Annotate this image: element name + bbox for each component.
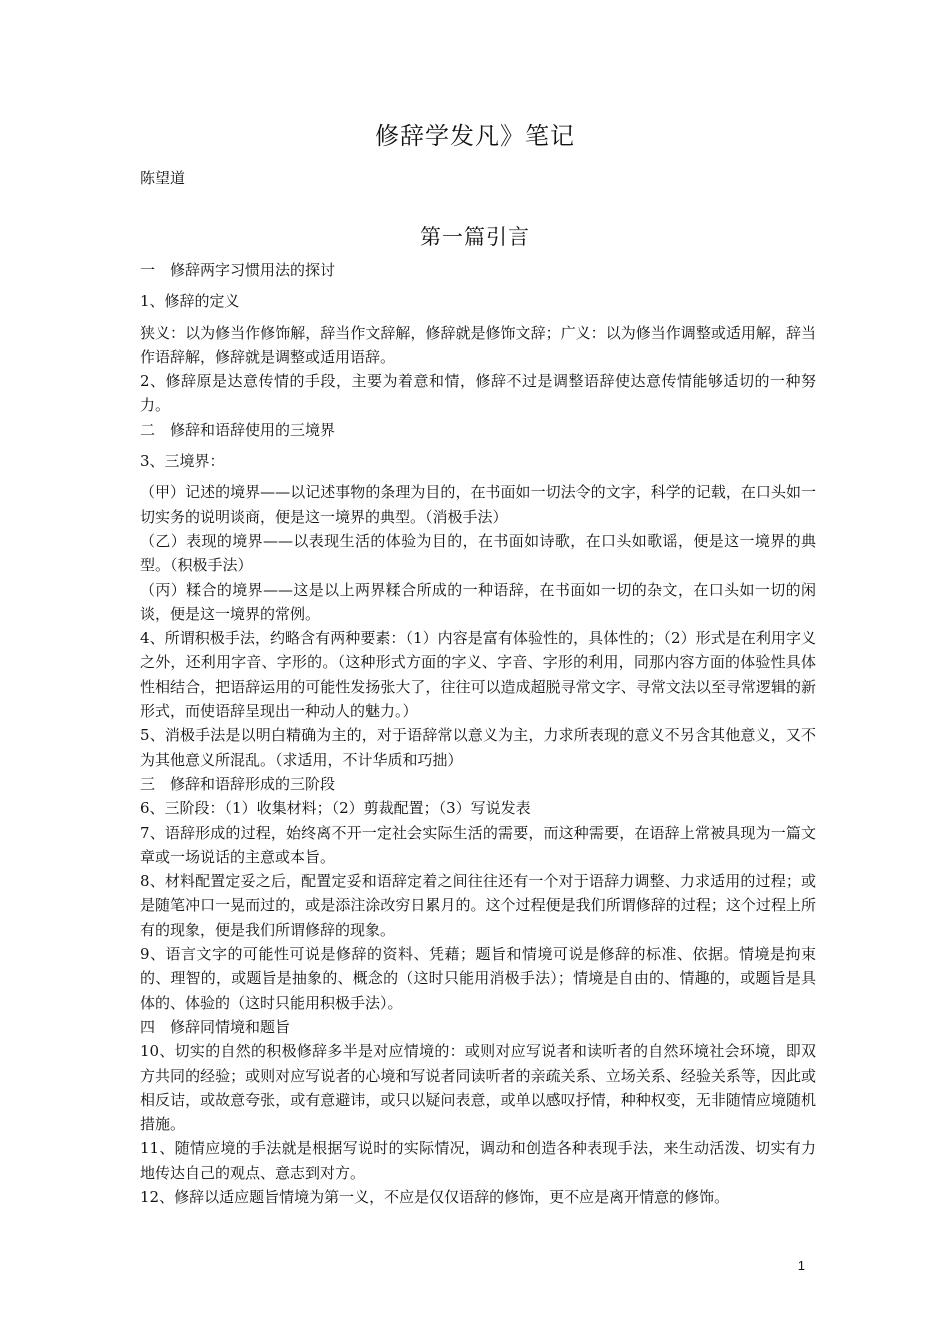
section-heading: 三 修辞和语辞形成的三阶段 [140, 774, 336, 793]
chapter-title: 第一篇引言 [420, 225, 530, 249]
paragraph: （丙）糅合的境界——这是以上两界糅合所成的一种语辞，在书面如一切的杂文，在口头如一切的闲谈，便是这一境界的常例。 [140, 580, 816, 623]
paragraph: 10、切实的自然的积极修辞多半是对应情境的：或则对应写说者和读听者的自然环境社会环境，即双方共同的经验；或则对应写说者的心境和写说者同读听者的亲疏关系、立场关系、经验关系等，因此或相反诘，或故意夸张，或有意避讳，或只以疑问表意，或单以感叹抒情，种种权变，无非随情应境随机措施。 [140, 1042, 816, 1134]
paragraph: 2、修辞原是达意传情的手段，主要为着意和情，修辞不过是调整语辞使达意传情能够适切的一种努力。 [140, 372, 816, 415]
section-heading: 一 修辞两字习惯用法的探讨 [140, 261, 336, 279]
paragraph: 5、消极手法是以明白精确为主的，对于语辞常以意义为主，力求所表现的意义不另含其他意义，又不为其他意义所混乱。（求适用，不计华质和巧拙） [140, 726, 816, 769]
paragraph: 11、随情应境的手法就是根据写说时的实际情况，调动和创造各种表现手法，来生动活泼、切实有力地传达自己的观点、意志到对方。 [140, 1139, 816, 1182]
page-number: 1 [797, 1258, 805, 1273]
document-title: 修辞学发凡》笔记 [375, 122, 575, 150]
paragraph: 8、材料配置定妥之后，配置定妥和语辞定着之间往往还有一个对于语辞力调整、力求适用的过程；或是随笔冲口一晃而过的，或是添注涂改穷日累月的。这个过程便是我们所谓修辞的过程；这个过程上所有的现象，便是我们所谓修辞的现象。 [140, 872, 816, 939]
document-body [140, 258, 816, 1209]
paragraph: 12、修辞以适应题旨情境为第一义，不应是仅仅语辞的修饰，更不应是离开情意的修饰。 [140, 1187, 730, 1206]
paragraph: 6、三阶段：（1）收集材料；（2）剪裁配置；（3）写说发表 [140, 799, 531, 818]
item-heading: 3、三境界： [140, 452, 225, 471]
paragraph: 9、语言文字的可能性可说是修辞的资料、凭藉；题旨和情境可说是修辞的标准、依据。情境是拘束的、理智的，或题旨是抽象的、概念的（这时只能用消极手法）；情境是自由的、情趣的，或题旨是具体的、体验的（这时只能用积极手法）。 [140, 945, 816, 1012]
item-heading: 1、修辞的定义 [140, 292, 240, 311]
section-heading: 二 修辞和语辞使用的三境界 [140, 420, 336, 439]
paragraph: （甲）记述的境界——以记述事物的条理为目的，在书面如一切法令的文字，科学的记载，在口头如一切实务的说明谈商，便是这一境界的典型。（消极手法） [140, 483, 816, 526]
section-heading: 四 修辞同情境和题旨 [140, 1017, 291, 1036]
paragraph: 4、所谓积极手法，约略含有两种要素：（1）内容是富有体验性的，具体性的；（2）形式是在利用字义之外，还利用字音、字形的。（这种形式方面的字义、字音、字形的利用，同那内容方面的体验性具体性相结合，把语辞运用的可能性发扬张大了，往往可以造成超脱寻常文字、寻常文法以至寻常逻辑的新形式，而使语辞呈现出一种动人的魅力。） [140, 629, 816, 721]
paragraph: （乙）表现的境界——以表现生活的体验为目的，在书面如诗歌，在口头如歌谣，便是这一境界的典型。（积极手法） [140, 531, 816, 575]
author-name: 陈望道 [140, 169, 186, 187]
paragraph: 7、语辞形成的过程，始终离不开一定社会实际生活的需要，而这种需要，在语辞上常被具现为一篇文章或一场说话的主意或本旨。 [140, 823, 816, 866]
paragraph: 狭义：以为修当作修饰解，辞当作文辞解，修辞就是修饰文辞；广义：以为修当作调整或适用解，辞当作语辞解，修辞就是调整或适用语辞。 [140, 323, 816, 366]
